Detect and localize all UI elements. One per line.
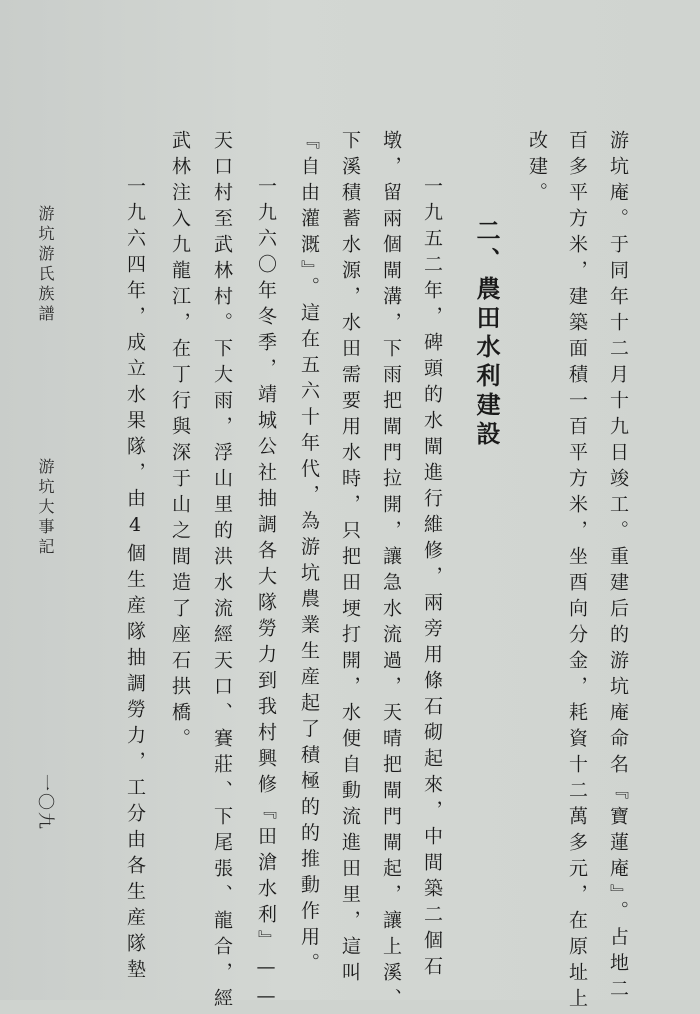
text-column-8: 『自由灌溉』。這在五六十年代，為游坑農業生産起了積極的的推動作用。 — [298, 130, 320, 979]
text-column-5: 一九五二年，碑頭的水閘進行維修，兩旁用條石砌起來，中間築二個石 — [421, 176, 443, 982]
text-column-2: 百多平方米，建築面積一百平方米，坐酉向分金，耗資十二萬多元，在原址上 — [566, 130, 588, 1014]
text-column-6: 墩，留兩個閘溝，下雨把閘門拉開，讓急水流過，天晴把閘門閘起，讓上溪、 — [380, 130, 402, 1014]
text-column-12: 一九六四年，成立水果隊，由4個生産隊抽調勞力，工分由各生産隊墊 — [124, 176, 146, 985]
book-title: 游坑游氏族譜 — [36, 205, 55, 325]
section-heading: 二、農田水利建設 — [472, 218, 500, 450]
text-column-9: 一九六〇年冬季，靖城公社抽調各大隊勞力到我村興修『田滄水利』—— — [255, 176, 277, 1014]
chapter-title: 游坑大事記 — [36, 458, 55, 558]
text-column-3: 改建。 — [526, 130, 548, 208]
text-column-10: 天口村至武林村。下大雨，浮山里的洪水流經天口、賽莊、下尾張、龍合，經 — [211, 130, 233, 1014]
text-column-11: 武林注入九龍江，在丁行與深于山之間造了座石拱橋。 — [169, 130, 191, 754]
page-number: 一〇九 — [35, 774, 55, 831]
text-column-7: 下溪積蓄水源，水田需要用水時，只把田埂打開，水便自動流進田里，這叫 — [339, 130, 361, 988]
text-column-1: 游坑庵。于同年十二月十九日竣工。重建后的游坑庵命名『寶蓮庵』。占地二 — [607, 130, 629, 1005]
